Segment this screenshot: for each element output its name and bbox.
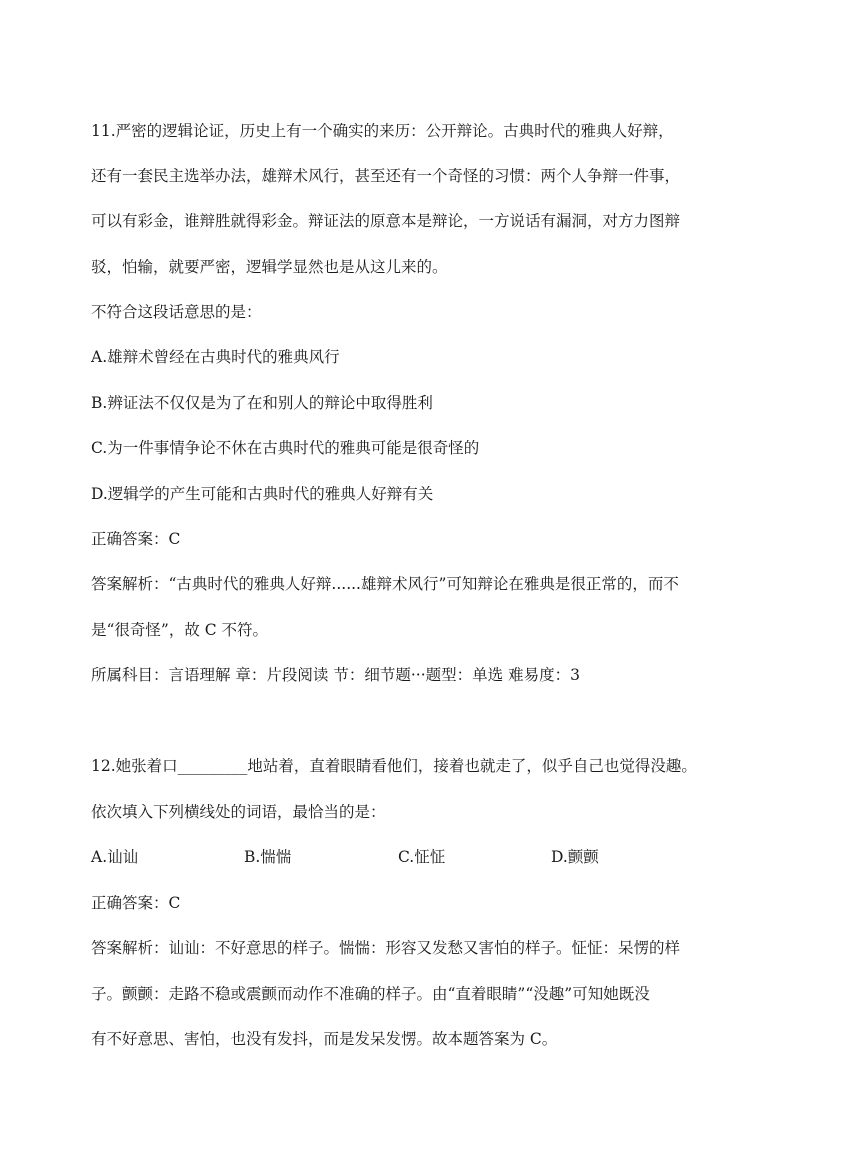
q12-analysis-line-1: 答案解析：讪讪：不好意思的样子。惴惴：形容又发愁又害怕的样子。怔怔：呆愣的样 [91,939,681,957]
q11-answer: 正确答案：C [91,530,181,548]
q12-options-row [91,847,691,867]
q11-analysis-line-1: 答案解析：“古典时代的雅典人好辩......雄辩术风行”可知辩论在雅典是很正常的，而不 [91,575,679,593]
q11-stem-line-3: 可以有彩金，谁辩胜就得彩金。辩证法的原意本是辩论，一方说话有漏洞，对方力图辩 [91,212,681,230]
q12-option-d: D.颤颤 [551,848,599,866]
q11-meta: 所属科目：言语理解 章：片段阅读 节：细节题···题型：单选 难易度：3 [91,666,580,684]
q12-question: 依次填入下列横线处的词语，最恰当的是： [91,803,386,821]
q12-answer: 正确答案：C [91,894,181,912]
q11-question: 不符合这段话意思的是： [91,303,262,321]
q11-option-a: A.雄辩术曾经在古典时代的雅典风行 [91,348,340,366]
q11-option-d: D.逻辑学的产生可能和古典时代的雅典人好辩有关 [91,485,434,503]
q12-option-a: A.讪讪 [91,848,139,866]
q12-stem: 12.她张着口_________地站着，直着眼睛看他们，接着也就走了，似乎自己也觉得没趣。 [91,757,697,775]
q11-option-c: C.为一件事情争论不休在古典时代的雅典可能是很奇怪的 [91,439,480,457]
q11-option-b: B.辨证法不仅仅是为了在和别人的辩论中取得胜利 [91,394,433,412]
q12-option-c: C.怔怔 [398,848,446,866]
q11-stem-line-1: 11.严密的逻辑论证，历史上有一个确实的来历：公开辩论。古典时代的雅典人好辩， [91,122,674,140]
q12-analysis-line-3: 有不好意思、害怕，也没有发抖，而是发呆发愣。故本题答案为 C。 [91,1030,558,1048]
q12-analysis-line-2: 子。颤颤：走路不稳或震颤而动作不准确的样子。由“直着眼睛”“没趣”可知她既没 [91,985,650,1003]
q11-analysis-line-2: 是“很奇怪”，故 C 不符。 [91,621,269,639]
q12-option-b: B.惴惴 [244,848,292,866]
q11-stem-line-2: 还有一套民主选举办法，雄辩术风行，甚至还有一个奇怪的习惯：两个人争辩一件事， [91,167,681,185]
q11-stem-line-4: 驳，怕输，就要严密，逻辑学显然也是从这儿来的。 [91,258,448,276]
